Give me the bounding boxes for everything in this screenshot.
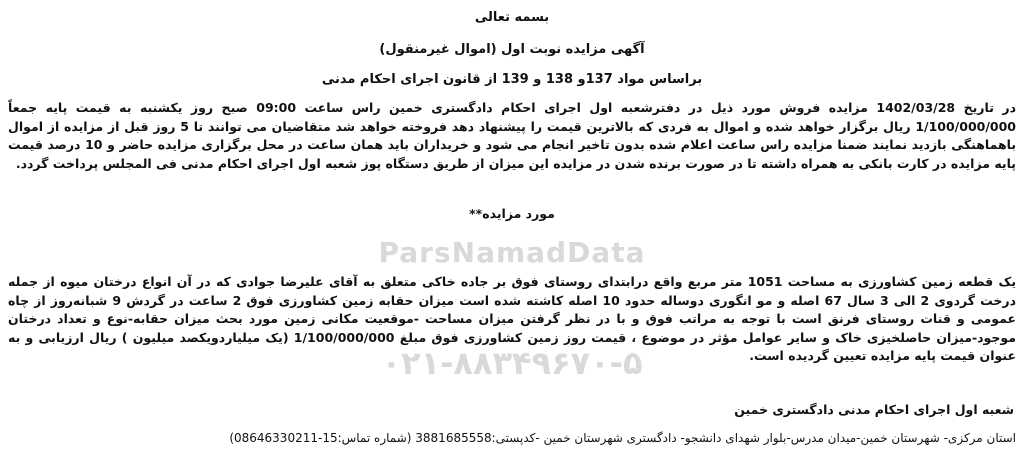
watermark-phone: ۰۲۱-۸۸۳۴۹۶۷۰-۵ (381, 344, 643, 382)
footer-address: استان مرکزی- شهرستان خمین-میدان مدرس-بلوار شهدای دانشجو- دادگستری شهرستان خمین -کدپستی:3881685558 (شماره تماس:15-08646330211) (229, 431, 1016, 445)
bismillah-heading: بسمه تعالی (474, 10, 550, 25)
watermark-brand: ParsNamadData (378, 236, 646, 269)
signature-line: شعبه اول اجرای احکام مدنی دادگستری خمین (734, 402, 1014, 417)
notice-title: آگهی مزایده نوبت اول (اموال غیرمنقول) (379, 42, 645, 57)
notice-subtitle: براساس مواد 137و 138 و 139 از قانون اجرای احکام مدنی (321, 72, 703, 87)
subject-heading: مورد مزایده** (469, 206, 555, 221)
subject-paragraph: یک قطعه زمین کشاورزی به مساحت 1051 متر مربع واقع درابتدای روستای فوق بر جاده خاکی متعلق به آقای علیرضا جوادی که در آن انواع درختان میوه از جمله درخت گردوی 2 الی 3 سال 67 اصله و مو انگوری دوساله حدود 10 اصله کاشته شده است میزان حقابه زمین کشاورزی فوق 2 ساعت در گردش 9 شبانه‌روز از چاه عمومی و قنات روستای فرنق است با توجه به مراتب فوق و با در نظر گرفتن میزان مساحت -موقعیت مکانی زمین مورد بحث میزان حقابه-نوع و تعداد درختان موجود-میزان حاصلخیزی خاک و سایر عوامل مؤثر در موضوع ، قیمت روز زمین کشاورزی فوق مبلغ 1/100/000/000 (یک میلیاردویکصد میلیون ) ریال ارزیابی و به عنوان قیمت پایه مزایده تعیین گردیده است. (8, 274, 1017, 363)
intro-paragraph: در تاریخ 1402/03/28 مزایده فروش مورد ذیل در دفترشعبه اول اجرای احکام دادگستری خمین راس ساعت 09:00 صبح روز یکشنبه به قیمت پایه جمعاً 1/100/000/000 ریال برگزار خواهد شده و اموال به فردی که بالاترین قیمت را پیشنهاد دهد فروخته خواهد شد متقاضیان می توانند تا 5 روز قبل از مزایده از اموال باهماهنگی بازدید نمایند ضمنا مزایده راس ساعت اعلام شده بدون تاخیر انجام می شود و خریداران باید همان ساعت در محل برگزاری مزایده حاضر و 10 درصد قیمت پایه مزایده در کارت بانکی به همراه داشته تا در صورت برنده شدن در مزایده این میزان از طریق دستگاه پوز شعبه اول اجرای احکام مدنی فی المجلس پرداخت گردد. (8, 100, 1017, 171)
